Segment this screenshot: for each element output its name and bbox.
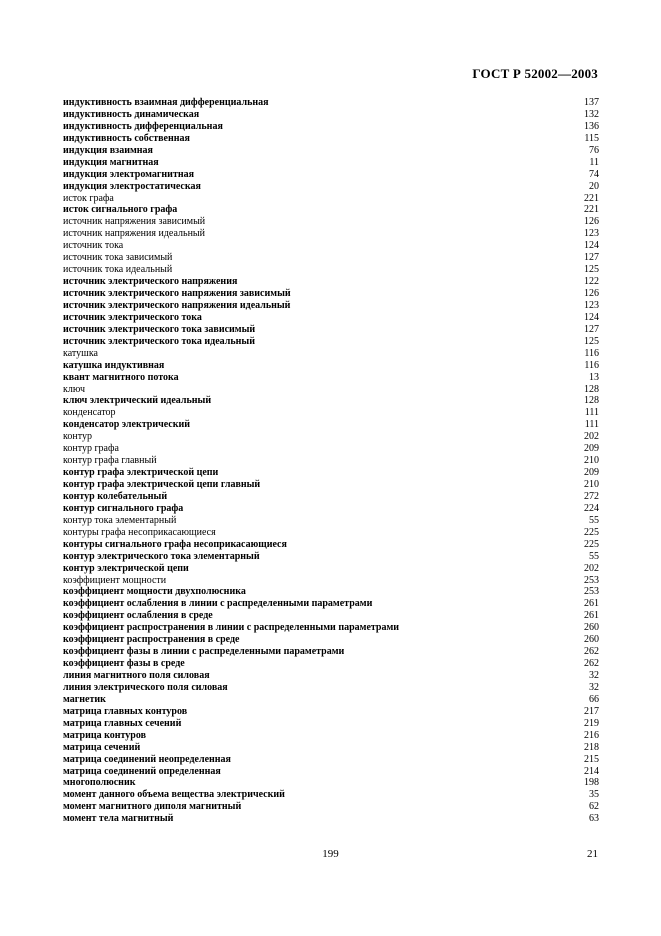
index-page-ref: 115 [584,132,599,144]
index-entry [63,479,599,491]
index-page-ref: 262 [584,646,599,658]
index-page-ref: 217 [584,705,599,717]
index-page-ref: 125 [584,264,599,276]
index-entry [63,419,599,431]
index-page-ref: 253 [584,574,599,586]
index-page-ref: 260 [584,622,599,634]
index-page-ref: 111 [584,407,599,419]
index-term: катушка индуктивная [63,359,165,371]
index-term: матрица соединений определенная [63,765,221,777]
index-entry [63,407,599,419]
index-page-ref: 216 [584,729,599,741]
index-entry [63,181,599,193]
index-entry [63,575,599,587]
index-entry [63,193,599,205]
index-term: индукция взаимная [63,144,153,156]
index-term: коэффициент ослабления в линии с распределенными параметрами [63,598,373,610]
index-term: индукция магнитная [63,156,159,168]
index-term: источник электрического напряжения зависимый [63,288,291,299]
index-entry [63,431,599,443]
index-page-ref: 209 [584,467,599,479]
index-term: индукция электромагнитная [63,168,195,180]
index-term: индуктивность собственная [63,132,190,144]
index-entry [63,169,599,181]
index-page-ref: 128 [584,395,599,407]
index-page-ref: 111 [584,419,599,431]
index-entry [63,121,599,133]
index-entry [63,145,599,157]
sheet-number: 21 [587,848,598,860]
index-entry [63,109,599,121]
index-term: источник электрического напряжения [63,276,238,288]
index-term: линия магнитного поля силовая [63,670,210,681]
index-entry [63,372,599,384]
index-page-ref: 123 [584,228,599,240]
index-term: контур [63,431,92,443]
index-entry [63,610,599,622]
document-header: ГОСТ Р 52002—2003 [472,66,598,81]
index-entry [63,777,599,789]
index-page-ref: 137 [584,97,599,108]
index-page-ref: 214 [584,765,599,777]
index-term: момент тела магнитный [63,813,174,825]
index-page-ref: 126 [584,288,599,299]
index-entry [63,360,599,372]
index-term: матрица главных сечений [63,717,182,729]
index-page-ref: 260 [584,634,599,646]
page-number: 199 [322,848,339,860]
index-term: коэффициент ослабления в среде [63,610,213,622]
index-entry [63,539,599,551]
index-term: контур электрического тока элементарный [63,550,260,562]
index-page-ref: 202 [584,562,599,574]
index-entry [63,586,599,598]
index-entry [63,133,599,145]
index-entry [63,384,599,396]
index-page-ref: 116 [584,359,599,371]
index-term: ключ [63,383,85,395]
index-entry [63,670,599,682]
index-entry [63,515,599,527]
index-term: контуры графа несоприкасающиеся [63,526,216,538]
index-page-ref: 126 [584,216,599,228]
index-term: линия электрического поля силовая [63,681,228,693]
index-page-ref: 124 [584,240,599,252]
index-term: магнетик [63,693,106,705]
index-entry [63,276,599,288]
index-page-ref: 209 [584,443,599,455]
index-entry [63,694,599,706]
index-term: момент данного объема вещества электрический [63,789,285,801]
index-page-ref: 224 [584,502,599,514]
index-entry [63,682,599,694]
index-term: матрица соединений неопределенная [63,753,231,765]
index-page-ref: 221 [584,192,599,204]
index-term: матрица контуров [63,729,146,741]
index-term: коэффициент мощности двухполюсника [63,586,246,598]
index-entry [63,252,599,264]
index-page-ref: 20 [589,180,599,192]
index-page-ref: 116 [584,347,599,359]
index-term: квант магнитного потока [63,371,179,383]
index-term: источник электрического тока [63,311,202,323]
index-page-ref: 55 [589,550,599,562]
index-term: источник электрического напряжения идеальный [63,299,291,311]
index-term: ключ электрический идеальный [63,395,212,407]
index-page-ref: 198 [584,777,599,789]
index-entry [63,766,599,778]
index-term: многополюсник [63,777,136,789]
index-entry [63,395,599,407]
index-entry [63,563,599,575]
index-page-ref: 215 [584,753,599,765]
index-page-ref: 35 [589,789,599,801]
index-page-ref: 32 [589,681,599,693]
index-term: конденсатор электрический [63,419,191,431]
index-entry [63,240,599,252]
index-term: коэффициент распространения в линии с распределенными параметрами [63,622,400,634]
index-page-ref: 62 [589,801,599,813]
index-term: источник тока [63,240,124,252]
index-entry [63,264,599,276]
index-entry [63,443,599,455]
index-term: контур электрической цепи [63,562,189,574]
index-entry [63,706,599,718]
index-term: контур графа электрической цепи главный [63,479,261,490]
index-page-ref: 225 [584,538,599,550]
index-term: индуктивность взаимная дифференциальная [63,97,269,108]
index-entry [63,324,599,336]
index-term: источник напряжения идеальный [63,228,205,240]
index-entry [63,622,599,634]
index-term: контуры сигнального графа несоприкасающиеся [63,538,287,550]
index-page-ref: 63 [589,813,599,825]
index-term: источник тока идеальный [63,264,173,276]
index-entry [63,216,599,228]
index-entry [63,658,599,670]
index-entry [63,789,599,801]
index-term: источник тока зависимый [63,252,173,264]
index-page-ref: 125 [584,335,599,347]
index-entry [63,467,599,479]
index-page-ref: 124 [584,311,599,323]
index-entry [63,288,599,300]
index-term: контур графа главный [63,455,157,467]
index-entry [63,312,599,324]
index-entry [63,634,599,646]
index-term: исток графа [63,192,114,204]
index-entry [63,551,599,563]
index-page-ref: 218 [584,741,599,753]
index-entry [63,336,599,348]
index-entry [63,503,599,515]
index-page-ref: 13 [589,371,599,383]
index-entry [63,730,599,742]
index-page-ref: 128 [584,383,599,395]
index-page-ref: 132 [584,108,599,120]
index-entry [63,491,599,503]
index-entry [63,300,599,312]
index-page-ref: 55 [589,514,599,526]
index-page-ref: 262 [584,658,599,670]
index-term: катушка [63,347,98,359]
index-page-ref: 225 [584,526,599,538]
index-entry [63,228,599,240]
index-entry [63,646,599,658]
index-term: источник электрического тока идеальный [63,335,255,347]
index-page-ref: 66 [589,693,599,705]
index-term: исток сигнального графа [63,204,178,216]
index-term: индуктивность дифференциальная [63,120,223,132]
index-term: коэффициент мощности [63,574,167,586]
index-page-ref: 221 [584,204,599,216]
index-page-ref: 11 [589,156,599,168]
index-page-ref: 272 [584,490,599,502]
index-entry [63,742,599,754]
index-page-ref: 253 [584,586,599,598]
index-term: контур графа электрической цепи [63,467,219,479]
index-entry [63,718,599,730]
index-entry [63,455,599,467]
index-page-ref: 261 [584,610,599,622]
index-page-ref: 76 [589,144,599,156]
index-term: матрица сечений [63,741,141,753]
index-page-ref: 219 [584,717,599,729]
index-page-ref: 127 [584,323,599,335]
index-entry [63,754,599,766]
index-entry [63,204,599,216]
index-page-ref: 136 [584,120,599,132]
index-page-ref: 210 [584,455,599,467]
index-entry [63,598,599,610]
index-term: контур графа [63,443,119,455]
index-page-ref: 32 [589,670,599,681]
index-entry [63,348,599,360]
index-page-ref: 123 [584,299,599,311]
index-term: матрица главных контуров [63,705,188,717]
index-term: контур тока элементарный [63,514,177,526]
index-entry [63,527,599,539]
index-entry [63,157,599,169]
index-page-ref: 261 [584,598,599,610]
index-term: конденсатор [63,407,116,419]
index-term: индукция электростатическая [63,180,201,192]
index-term: коэффициент фазы в среде [63,658,185,670]
index-list [63,97,599,825]
index-page-ref: 127 [584,252,599,264]
index-term: контур сигнального графа [63,502,184,514]
index-entry [63,801,599,813]
index-term: момент магнитного диполя магнитный [63,801,242,813]
index-entry [63,813,599,825]
index-page-ref: 74 [589,168,599,180]
index-term: индуктивность динамическая [63,108,200,120]
index-entry [63,97,599,109]
index-term: контур колебательный [63,490,168,502]
index-term: источник напряжения зависимый [63,216,206,228]
index-term: источник электрического тока зависимый [63,323,256,335]
index-term: коэффициент распространения в среде [63,634,240,646]
index-page-ref: 210 [584,479,599,490]
index-term: коэффициент фазы в линии с распределенными параметрами [63,646,345,658]
index-page-ref: 122 [584,276,599,288]
index-page-ref: 202 [584,431,599,443]
